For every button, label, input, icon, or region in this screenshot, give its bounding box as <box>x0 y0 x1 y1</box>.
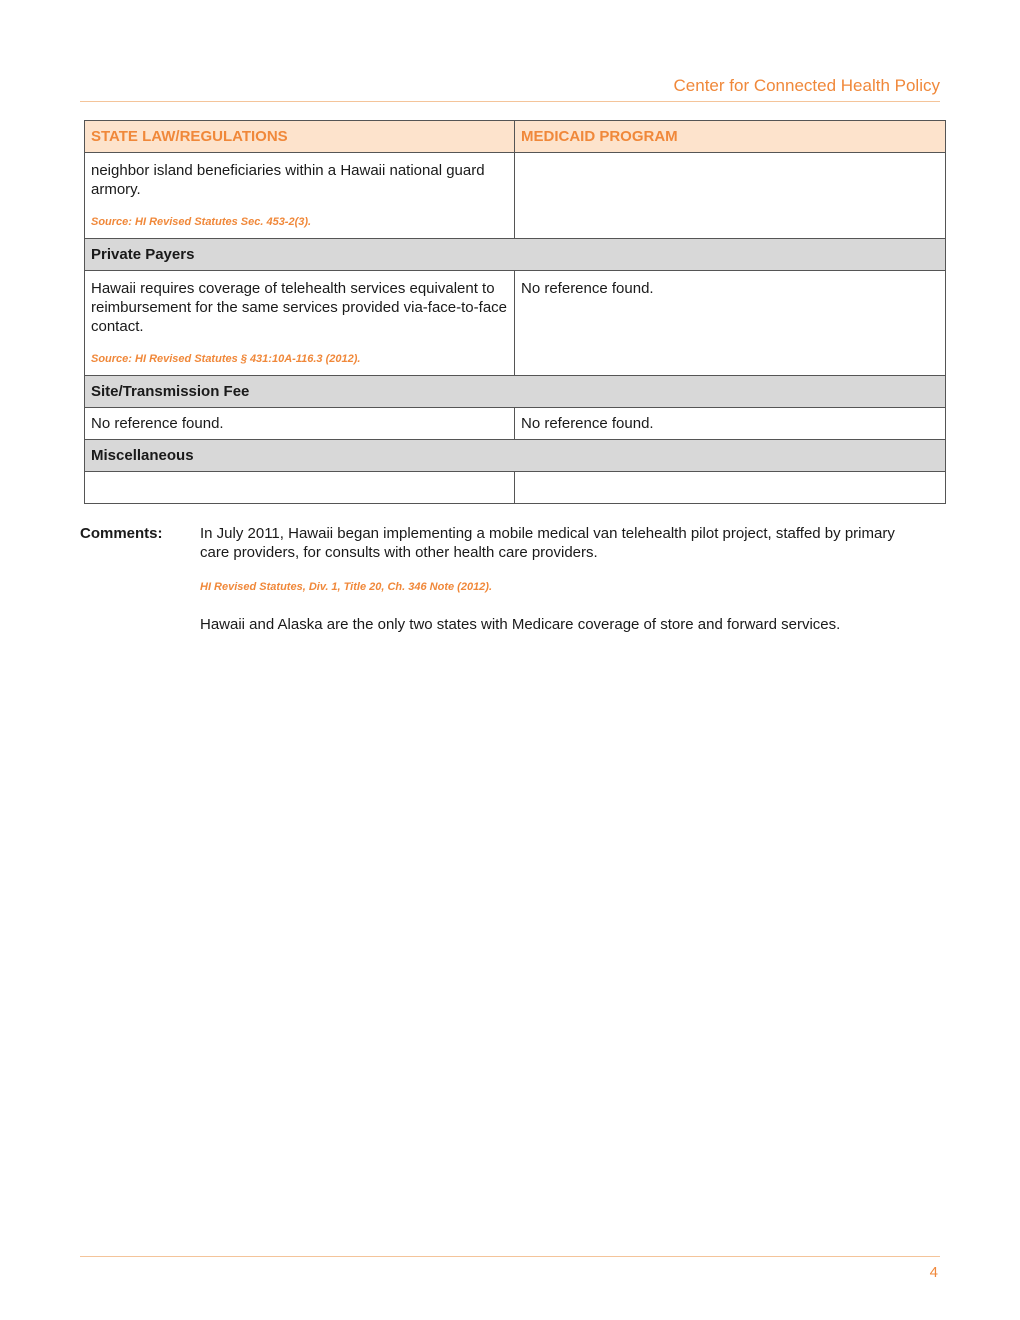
footer-divider <box>80 1256 940 1257</box>
comments-paragraph: Hawaii and Alaska are the only two states with Medicare coverage of store and forward services. <box>200 616 841 633</box>
medicaid-text <box>521 153 939 161</box>
section-title-miscellaneous: Miscellaneous <box>85 440 946 472</box>
state-law-cell: No reference found. <box>85 408 515 440</box>
state-law-source: Source: HI Revised Statutes Sec. 453-2(3). <box>91 216 312 228</box>
table-row <box>85 153 946 239</box>
medicaid-cell <box>515 153 946 239</box>
medicaid-cell <box>515 472 946 504</box>
table-header-row <box>85 121 946 153</box>
document-header-title: Center for Connected Health Policy <box>673 76 940 95</box>
state-law-source: Source: HI Revised Statutes § 431:10A-116.3 (2012). <box>91 353 361 365</box>
state-law-text: neighbor island beneficiaries within a Hawaii national guard armory. <box>91 162 485 198</box>
header-divider <box>80 101 940 102</box>
state-law-cell <box>85 472 515 504</box>
state-law-cell <box>85 271 515 376</box>
page-number: 4 <box>929 1264 938 1281</box>
column-header-state-law: STATE LAW/REGULATIONS <box>85 121 515 153</box>
comments-source: HI Revised Statutes, Div. 1, Title 20, Ch. 346 Note (2012). <box>200 581 493 593</box>
column-header-medicaid: MEDICAID PROGRAM <box>515 121 946 153</box>
section-row-miscellaneous <box>85 440 946 472</box>
comments-label: Comments: <box>80 525 163 542</box>
section-row-private-payers <box>85 239 946 271</box>
table-row <box>85 271 946 376</box>
section-row-site-transmission-fee <box>85 376 946 408</box>
medicaid-cell: No reference found. <box>515 408 946 440</box>
medicaid-text: No reference found. <box>521 280 654 297</box>
state-law-cell <box>85 153 515 239</box>
section-title-site-transmission-fee: Site/Transmission Fee <box>85 376 946 408</box>
policy-table <box>84 120 946 504</box>
table-row <box>85 408 946 440</box>
comments-body <box>200 524 920 634</box>
state-law-text: Hawaii requires coverage of telehealth services equivalent to reimbursement for the same services provided via-face-to-face contact. <box>91 280 508 335</box>
medicaid-cell <box>515 271 946 376</box>
comments-paragraph: In July 2011, Hawaii began implementing a mobile medical van telehealth pilot project, staffed by primary care providers, for consults with other health care providers. <box>200 525 895 561</box>
table-row <box>85 472 946 504</box>
section-title-private-payers: Private Payers <box>85 239 946 271</box>
